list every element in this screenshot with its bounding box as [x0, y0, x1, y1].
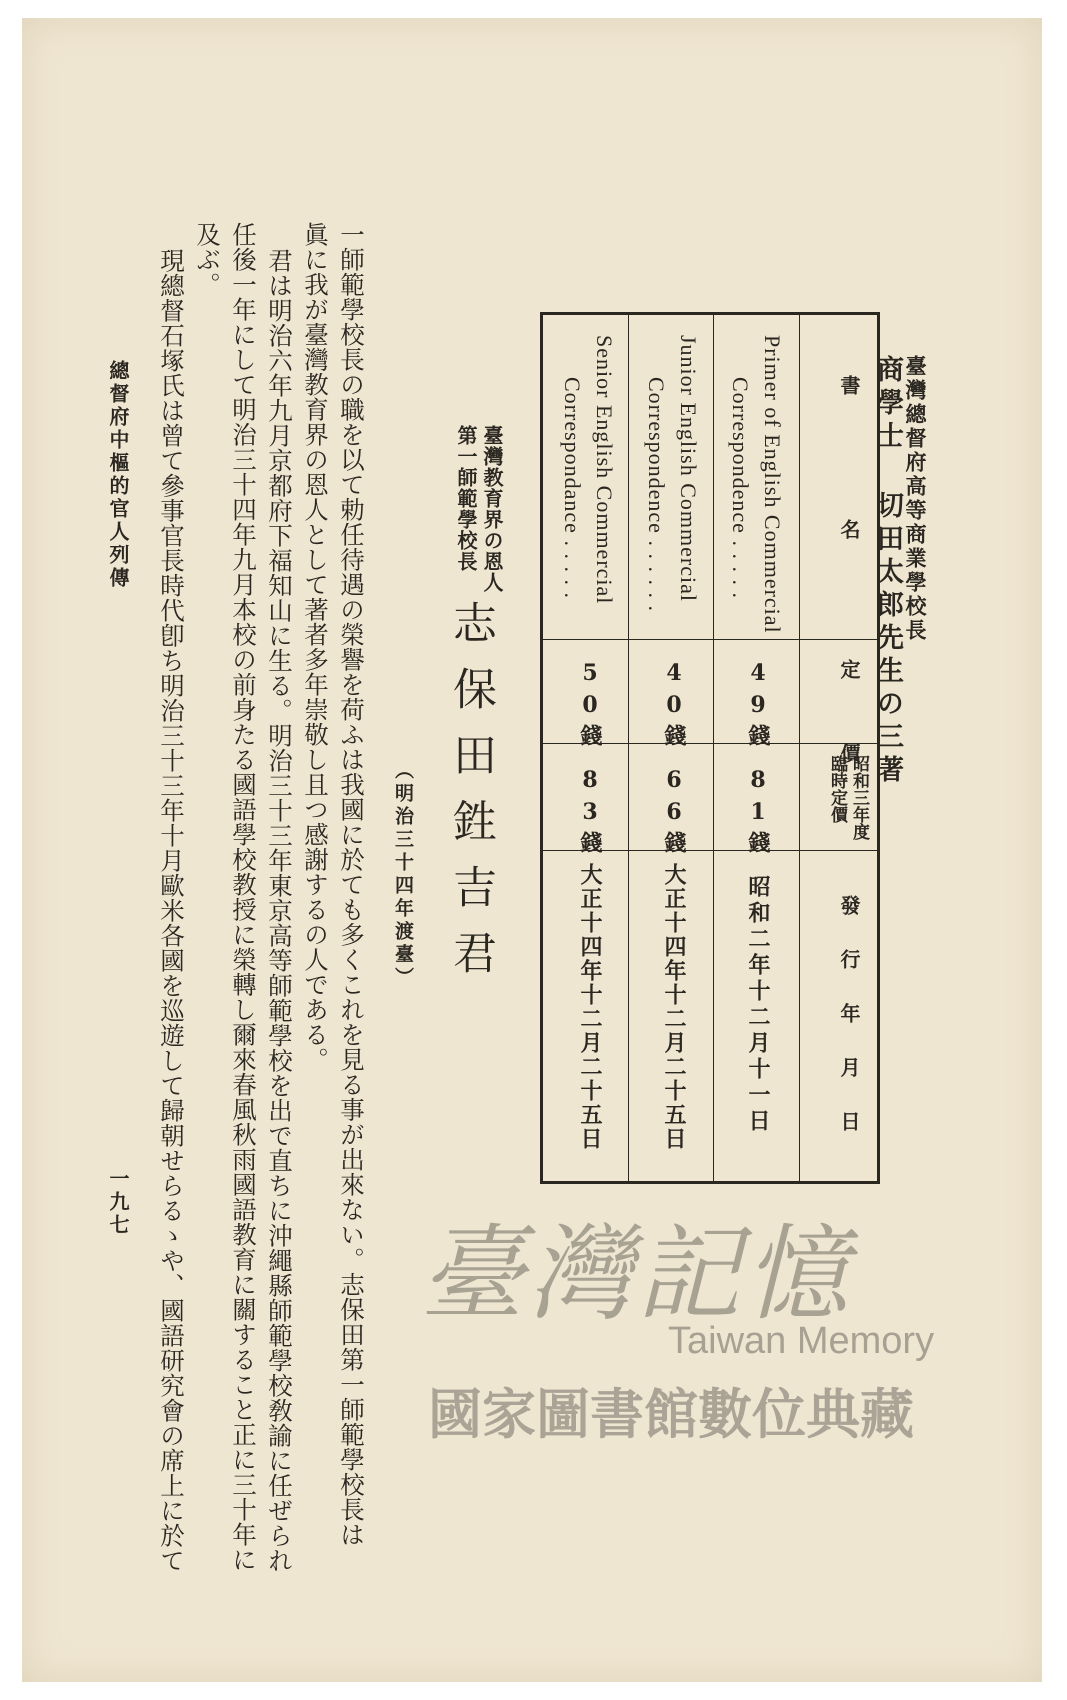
watermark-calligraphy: 臺灣記憶: [420, 1213, 853, 1335]
table-heading-line2: 商學士 切田太郎先生の三著: [872, 355, 903, 788]
watermark-english: Taiwan Memory: [668, 1320, 935, 1362]
row3-temp-price: 83錢: [577, 767, 603, 859]
header-title: 書 名: [837, 375, 861, 567]
row3-price: 50錢: [577, 660, 603, 752]
article-body-line: 及ぶ。: [193, 222, 222, 297]
header-price: 定 價: [837, 659, 861, 785]
books-table: [540, 312, 880, 1184]
subject-arrival: （明治三十四年渡臺）: [392, 760, 414, 990]
header-temp-price-b: 臨時定價: [827, 755, 847, 823]
watermark-chinese: 國家圖書館數位典藏: [428, 1383, 914, 1446]
row3-title-line2: Correspondance . . . . .: [560, 377, 585, 599]
row3-title-line1: Senior English Commercial: [592, 335, 617, 605]
article-body-line: 君は明治六年九月京都府下福知山に生る。明治三十三年東京高等師範學校を出で直ちに沖繩縣師範學校敎諭に任ぜられ: [265, 248, 294, 1573]
row1-title-line2: Correspondence . . . . .: [728, 377, 753, 599]
row2-temp-price: 66錢: [661, 767, 687, 859]
page-number: 一九七: [106, 1168, 130, 1237]
subject-name: 志保田鉎吉君: [445, 600, 496, 996]
article-body-line: 眞に我が臺灣教育界の恩人として著者多年崇敬し且つ感謝するの人である。: [301, 222, 330, 1072]
row1-temp-price: 81錢: [745, 767, 771, 859]
table-heading-line1: 臺灣總督府高等商業學校長: [903, 355, 928, 643]
article-body-line: 現總督石塚氏は曾て參事官長時代卽ち明治三十三年十月歐米各國を巡遊して歸朝せらるゝや、國語研究會の席上に於て: [157, 248, 186, 1573]
article-body-line: 任後一年にして明治三十四年九月本校の前身たる國語學校教授に榮轉し爾來春風秋雨國語教育に關すること正に三十年に: [229, 222, 258, 1572]
header-temp-price-a: 昭和三年度: [849, 755, 869, 840]
row1-title-line1: Primer of English Commercial: [760, 335, 785, 634]
row1-date: 昭和二年十二月十一日: [745, 875, 771, 1135]
subject-position-line1: 臺灣教育界の恩人: [480, 425, 504, 593]
subject-position-line2: 第一師範學校長: [454, 425, 478, 572]
running-head: 總督府中樞的官人列傳: [106, 360, 130, 590]
row3-date: 大正十四年十二月二十五日: [577, 863, 603, 1151]
row2-date: 大正十四年十二月二十五日: [661, 863, 687, 1151]
header-date: 發行年月日: [837, 895, 861, 1165]
row2-price: 40錢: [661, 660, 687, 752]
row1-price: 49錢: [745, 660, 771, 752]
article-body-line: 一師範學校長の職を以て勅任待遇の榮譽を荷ふは我國に於ても多くこれを見る事が出來ない。志保田第一師範學校長は: [337, 222, 366, 1547]
row2-title-line2: Correspondence . . . . . .: [644, 377, 669, 612]
row2-title-line1: Junior English Commercial: [676, 335, 701, 602]
